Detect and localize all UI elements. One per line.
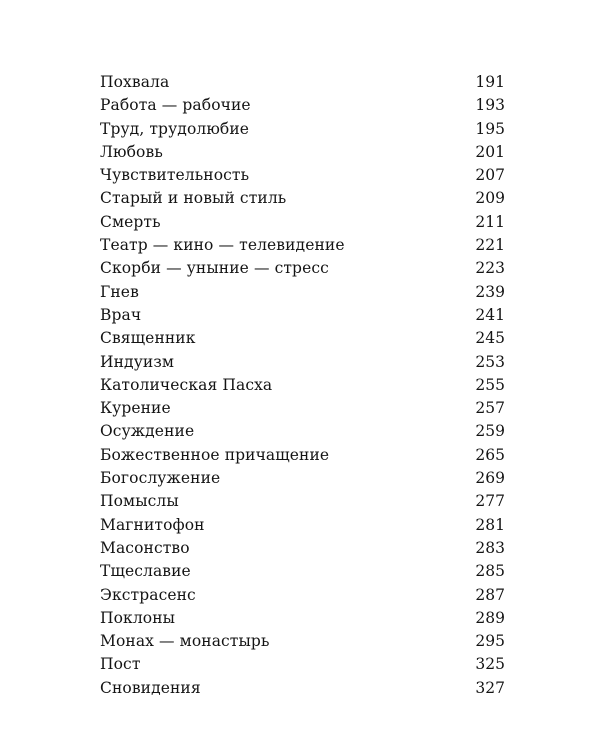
- toc-entry-page-number: 285: [475, 562, 505, 581]
- toc-entry-page-number: 239: [475, 282, 505, 301]
- toc-entry-title: Монах — монастырь: [100, 632, 270, 651]
- toc-entry: [100, 211, 505, 234]
- toc-entry-page-number: 221: [475, 236, 505, 255]
- toc-entry: [100, 420, 505, 443]
- toc-entry-page-number: 255: [475, 375, 505, 394]
- toc-entry: [100, 584, 505, 607]
- toc-entry: [100, 374, 505, 397]
- toc-entry-title: Работа — рабочие: [100, 96, 251, 115]
- toc-entry: [100, 327, 505, 350]
- toc-entry-title: Помыслы: [100, 492, 179, 511]
- toc-entry-title: Божественное причащение: [100, 445, 330, 464]
- toc-entry-title: Пост: [100, 655, 141, 674]
- toc-entry: [100, 630, 505, 653]
- toc-entry-page-number: 193: [475, 96, 505, 115]
- toc-entry-title: Любовь: [100, 142, 163, 161]
- toc-entry-page-number: 327: [475, 678, 505, 697]
- toc-entry: [100, 490, 505, 513]
- toc-entry-page-number: 201: [475, 142, 505, 161]
- toc-entry-title: Осуждение: [100, 422, 195, 441]
- table-of-contents: [100, 71, 505, 700]
- toc-entry-title: Тщеславие: [100, 562, 191, 581]
- toc-entry-title: Экстрасенс: [100, 585, 196, 604]
- toc-entry-page-number: 259: [475, 422, 505, 441]
- toc-entry: [100, 234, 505, 257]
- toc-entry-title: Магнитофон: [100, 515, 205, 534]
- toc-entry-page-number: 265: [475, 445, 505, 464]
- toc-entry: [100, 351, 505, 374]
- toc-entry-title: Чувствительность: [100, 166, 250, 185]
- toc-entry-title: Похвала: [100, 73, 170, 91]
- toc-entry: [100, 444, 505, 467]
- toc-entry-page-number: 325: [475, 655, 505, 674]
- toc-entry: [100, 537, 505, 560]
- toc-entry-page-number: 295: [475, 632, 505, 651]
- toc-entry-title: Старый и новый стиль: [100, 189, 287, 208]
- toc-entry-title: Театр — кино — телевидение: [100, 236, 345, 255]
- toc-entry: [100, 607, 505, 630]
- toc-entry-title: Масонство: [100, 538, 190, 557]
- toc-entry: [100, 514, 505, 537]
- toc-entry-title: Католическая Пасха: [100, 375, 273, 394]
- toc-entry: [100, 397, 505, 420]
- toc-entry-page-number: 211: [475, 212, 505, 231]
- toc-entry-title: Скорби — уныние — стресс: [100, 259, 329, 278]
- toc-entry-title: Врач: [100, 305, 142, 324]
- toc-entry-title: Священник: [100, 329, 196, 348]
- toc-entry-title: Поклоны: [100, 608, 176, 627]
- toc-entry: [100, 141, 505, 164]
- toc-entry-page-number: 241: [475, 305, 505, 324]
- toc-entry-page-number: 245: [475, 329, 505, 348]
- toc-entry-page-number: 257: [475, 399, 505, 418]
- toc-entry: [100, 467, 505, 490]
- toc-entry-page-number: 223: [475, 259, 505, 278]
- toc-entry: [100, 677, 505, 700]
- toc-entry: [100, 94, 505, 117]
- toc-entry: [100, 653, 505, 676]
- toc-entry: [100, 560, 505, 583]
- toc-entry-page-number: 281: [475, 515, 505, 534]
- toc-entry: [100, 187, 505, 210]
- toc-entry: [100, 304, 505, 327]
- toc-entry: [100, 281, 505, 304]
- toc-entry-title: Труд, трудолюбие: [100, 119, 250, 138]
- toc-entry: [100, 118, 505, 141]
- toc-entry-title: Гнев: [100, 282, 139, 301]
- toc-entry-page-number: 277: [475, 492, 505, 511]
- toc-entry-page-number: 269: [475, 469, 505, 488]
- toc-entry: [100, 257, 505, 280]
- toc-entry: [100, 71, 505, 94]
- toc-entry-title: Курение: [100, 399, 171, 418]
- toc-entry-page-number: 195: [475, 119, 505, 138]
- toc-entry-title: Смерть: [100, 212, 161, 231]
- toc-entry-title: Богослужение: [100, 469, 221, 488]
- toc-entry-page-number: 191: [475, 73, 505, 91]
- toc-entry: [100, 164, 505, 187]
- toc-entry-title: Сновидения: [100, 678, 201, 697]
- toc-entry-page-number: 209: [475, 189, 505, 208]
- toc-entry-page-number: 207: [475, 166, 505, 185]
- toc-entry-page-number: 287: [475, 585, 505, 604]
- toc-entry-page-number: 283: [475, 538, 505, 557]
- toc-entry-page-number: 289: [475, 608, 505, 627]
- toc-entry-page-number: 253: [475, 352, 505, 371]
- toc-entry-title: Индуизм: [100, 352, 175, 371]
